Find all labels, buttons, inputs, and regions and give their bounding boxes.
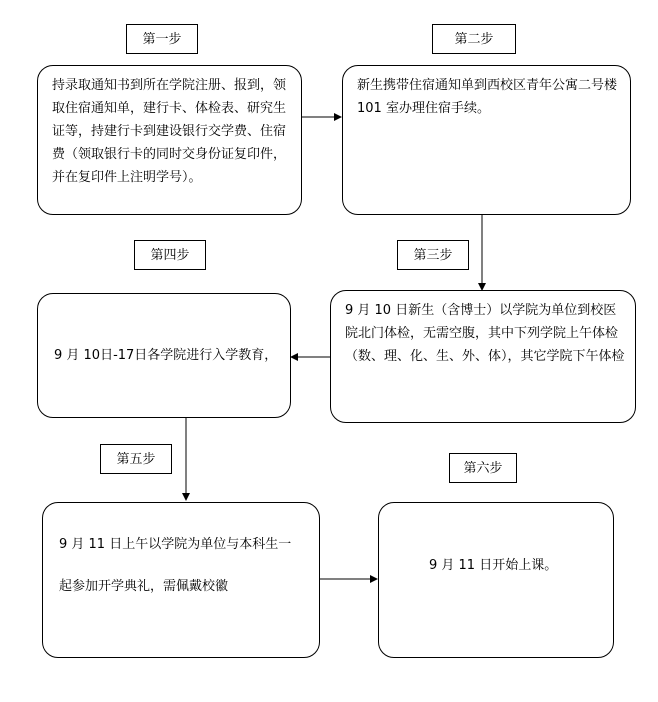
step5-box [42, 502, 320, 658]
step5-text-line2: 起参加开学典礼，需佩戴校徽 [59, 579, 229, 594]
step5-label: 第五步 [100, 444, 172, 474]
step1-box [37, 65, 302, 215]
step1-label: 第一步 [126, 24, 198, 54]
step6-text: 9 月 11 日开始上课。 [429, 558, 558, 573]
step2-box [342, 65, 631, 215]
step4-box [37, 293, 291, 418]
step3-box [330, 290, 636, 423]
step2-label: 第二步 [432, 24, 516, 54]
step2-text: 新生携带住宿通知单到西校区青年公寓二号楼 101 室办理住宿手续。 [357, 78, 618, 116]
step3-text: 9 月 10 日新生（含博士）以学院为单位到校医院北门体检，无需空腹，其中下列学院上午体检（数、理、化、生、外、体），其它学院下午体检 [345, 303, 625, 364]
step6-box [378, 502, 614, 658]
step1-text: 持录取通知书到所在学院注册、报到，领取住宿通知单，建行卡、体检表、研究生证等，持建行卡到建设银行交学费、住宿费（领取银行卡的同时交身份证复印件，并在复印件上注明学号）。 [52, 78, 287, 185]
step3-label: 第三步 [397, 240, 469, 270]
step5-text-line1: 9 月 11 日上午以学院为单位与本科生一 [59, 537, 292, 552]
step4-label: 第四步 [134, 240, 206, 270]
step6-label: 第六步 [449, 453, 517, 483]
step4-text: 9 月 10日-17日各学院进行入学教育， [54, 348, 278, 363]
